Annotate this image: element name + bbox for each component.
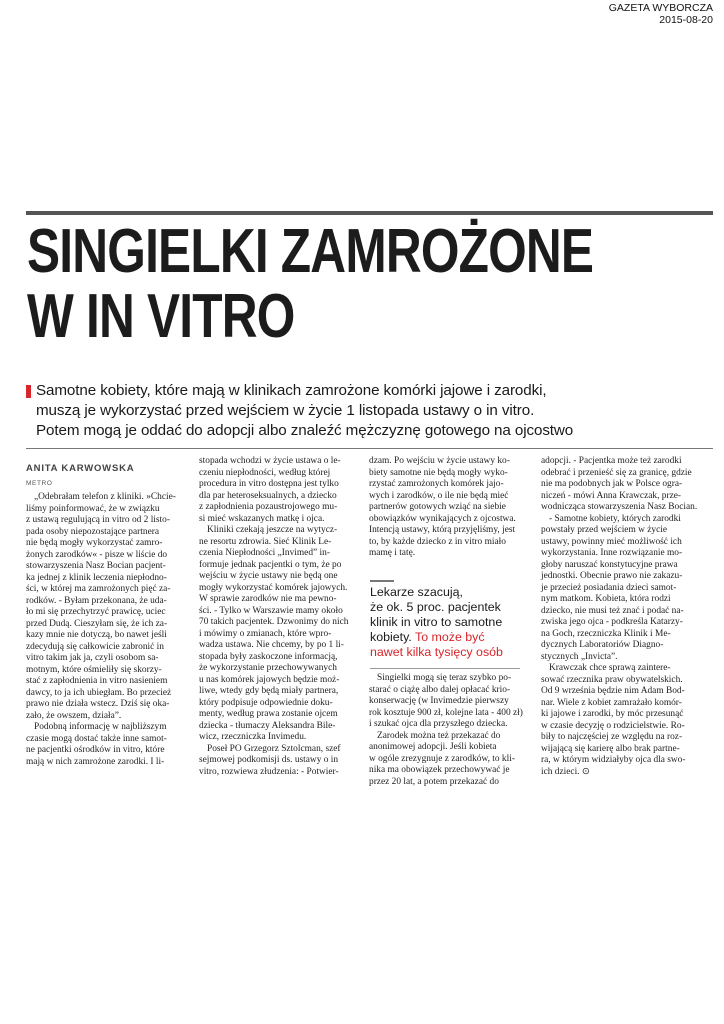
article-line: dzam. Po wejściu w życie ustawy ko-	[369, 456, 510, 466]
pullquote-highlight: To może być	[415, 630, 485, 644]
article-line: adopcji. - Pacjentka może też zarodki	[541, 456, 682, 466]
article-line: ne resortu zdrowia. Sieć Klinik Le-	[199, 536, 332, 547]
article-line: jednostki. Obecnie prawo nie zakazu-	[541, 571, 683, 581]
article-line: partnerów gotowych wziąć na siebie	[369, 502, 506, 512]
article-line: niczeń - mówi Anna Krawczak, prze-	[541, 490, 682, 501]
article-line: nie będą mogły wykorzystać zamro-	[26, 538, 163, 548]
source-stamp	[609, 2, 713, 26]
article-line: Singielki mogą się teraz szybko po-	[377, 673, 512, 683]
article-line: przed Dudą. Cieszyłam się, że ich za-	[26, 618, 168, 629]
pullquote-line: klinik in vitro to samotne	[370, 615, 503, 629]
article-line: zdecydują się całkowicie zabronić in	[26, 641, 164, 652]
article-line: ra, w którym widziałyby ojca dla swo-	[541, 755, 686, 765]
lead-line: Potem mogą je oddać do adopcji albo znaleźć mężczyznę gotowego na ojcostwo	[36, 422, 574, 439]
article-line: biety samotne nie będą mogły wyko-	[369, 467, 508, 478]
article-line: si mieć wskazanych matkę i ojca.	[199, 513, 325, 524]
headline-line-1: SINGIELKI ZAMROŻONE	[27, 217, 594, 286]
article-line: procedura in vitro dostępna jest tylko	[199, 479, 339, 489]
article-line: przez 20 lat, a potem przekazać do	[369, 776, 499, 787]
article-line: nika ma obowiązek przechowywać je	[369, 765, 510, 775]
top-rule	[26, 211, 713, 215]
article-line: powstały przed wejściem w życie	[541, 525, 667, 535]
article-line: głoby naruszać konstytucyjne prawa	[541, 559, 678, 570]
lead	[26, 381, 716, 441]
article-line: ki jajowe i zarodki, by móc przesunąć	[541, 709, 684, 719]
article-line: i mówimy o zmianach, które wpro-	[199, 628, 332, 639]
pullquote-highlight-line: nawet kilka tysięcy osób	[370, 645, 503, 659]
article-line: - Samotne kobiety, których zarodki	[549, 513, 681, 524]
lead-rule	[26, 448, 713, 449]
article-line: Krawczak chce sprawą zaintere-	[549, 663, 671, 673]
pullquote-mixed-line	[370, 630, 520, 645]
article-line: ka jednej z klinik leczenia niepłodno-	[26, 572, 167, 583]
article-line: u nas komórek jajowych będzie moż-	[199, 674, 340, 685]
article-line: kazy mnie nie dotyczą, bo nawet jeśli	[26, 630, 167, 640]
article-line: ści. - Tylko w Warszawie mamy około	[199, 605, 343, 616]
article-line: wykorzystania. Inne rozwiązanie mo-	[541, 548, 683, 558]
article-line: Zarodek można też przekazać do	[377, 730, 501, 741]
article-line: stać z zapłodnienia in vitro nasieniem	[26, 676, 168, 686]
article-line: W sprawie zarodków nie ma pewno-	[199, 594, 337, 604]
article-line: dycznych Laboratoriów Diagno-	[541, 640, 664, 650]
article-line: vitro, rozwiewa złudzenia: - Potwier-	[199, 766, 339, 777]
pullquote-bottom-rule	[370, 668, 520, 669]
author-outlet: METRO	[26, 480, 53, 487]
article-line: rodków. - Byłam przekonana, że uda-	[26, 595, 167, 606]
article-line: na Goch, rzeczniczka Klinik i Me-	[541, 628, 671, 639]
article-line: ści, w której ma zamrożonych pięć za-	[26, 584, 171, 594]
article-line: ustawy, powinny mieć możliwość ich	[541, 536, 682, 547]
pullquote-line: Lekarze szacują,	[370, 585, 463, 599]
pullquote-text: kobiety.	[370, 630, 412, 644]
article-line: obowiązków wynikających z ojcostwa.	[369, 513, 516, 524]
article-line: zwiska jego ojca - podkreśla Katarzy-	[541, 617, 683, 627]
article-line: biły to najczęściej ze względu na roz-	[541, 732, 683, 742]
article-line: wicz, rzeczniczka Invimedu.	[199, 732, 307, 742]
column-1	[26, 492, 176, 768]
article-line: nar. Wiele z kobiet zamrażało komór-	[541, 697, 682, 708]
article-line: liwe, wtedy gdy będą miały partnera,	[199, 686, 339, 696]
article-line: mamę i tatę.	[369, 548, 416, 558]
article-line: je przecież posiadania dzieci samot-	[541, 582, 677, 593]
column-2	[199, 456, 349, 778]
article-line: wodnicząca stowarzyszenia Nasz Bocian.	[541, 502, 698, 512]
article-line: ło mi się przechytrzyć prawicę, uciec	[26, 607, 166, 617]
article-line: z zapłodnienia pozaustrojowego mu-	[199, 502, 338, 512]
article-line: liśmy poinformować, że w związku	[26, 503, 160, 514]
lead-line: muszą je wykorzystać przed wejściem w życie 1 listopada ustawy o in vitro.	[36, 402, 535, 419]
article-line: Od 9 września będzie nim Adam Bod-	[541, 686, 685, 696]
article-line: „Odebrałam telefon z kliniki. »Chcie-	[34, 492, 176, 502]
article-line: mają w nich zamrożone zarodki. I li-	[26, 756, 165, 767]
article-line: dawcy, to ja ich ubiegłam. Bo przecież	[26, 687, 172, 698]
article-line: wych i zarodków, o ile nie będą mieć	[369, 490, 509, 501]
article-line: starać o ciążę albo dalej opłacać krio-	[369, 684, 511, 695]
article-line: dziecko, nie musi też znać i podać na-	[541, 605, 684, 616]
article-line: sejmowej podkomisji ds. ustawy o in	[199, 755, 339, 765]
article-line: w ogóle zrezygnuje z zarodków, to kli-	[369, 753, 515, 764]
article-line: odebrać i przenieść się za granicę, gdzie	[541, 467, 692, 478]
article-line: anonimowej adopcji. Jeśli kobieta	[369, 742, 497, 752]
article-line: z ustawą regulującą in vitro od 2 listo-	[26, 515, 170, 525]
article-line: Podobną informację w najbliższym	[34, 722, 167, 732]
article-line: Poseł PO Grzegorz Sztolcman, szef	[207, 743, 341, 754]
article-line: czasie mogą dostać także inne samot-	[26, 733, 167, 744]
article-line: stopada były zaskoczone informacją,	[199, 651, 338, 662]
article-line: formuje jednak pacjentki o tym, że po	[199, 559, 342, 570]
article-line: zało, że owszem, działa”.	[26, 710, 122, 721]
headline	[27, 217, 594, 351]
article-line: nie ma podobnych jak w Polsce ogra-	[541, 479, 683, 489]
article-line: sować rzecznika praw obywatelskich.	[541, 674, 683, 685]
article-line: żonych zarodków« - pisze w liście do	[26, 549, 168, 560]
article-line: rzystać zamrożonych komórek jajo-	[369, 479, 504, 489]
lead-marker-bar	[26, 385, 31, 398]
article-line: w czasie decyzję o rodzicielstwie. Ro-	[541, 720, 685, 731]
article-line: Kliniki czekają jeszcze na wytycz-	[207, 525, 338, 535]
article-line: Intencją ustawy, którą przyjęliśmy, jest	[369, 525, 516, 535]
article-line: stowarzyszenia Nasz Bocian pacjent-	[26, 561, 166, 571]
article-line: vitro takim jak ja, czyli osobom sa-	[26, 653, 159, 663]
source-name: GAZETA WYBORCZA	[608, 2, 713, 14]
article-line: który podpisuje odpowiednie doku-	[199, 697, 333, 708]
article-line: stycznych „Invicta”.	[541, 651, 618, 662]
article-line: rok kosztuje 900 zł, kolejne lata - 400 zł)	[369, 707, 523, 718]
article-line: stopada wchodzi w życie ustawa o le-	[199, 456, 341, 466]
article-line: czeniu niepłodności, według której	[199, 467, 331, 478]
article-line: wadza ustawa. Nie chcemy, by po 1 li-	[199, 640, 344, 650]
pullquote	[370, 585, 520, 660]
article-line: mogły wykorzystać komórek jajowych.	[199, 582, 348, 593]
column-3-top	[369, 456, 519, 560]
author-name: ANITA KARWOWSKA	[26, 463, 135, 474]
article-line: 70 takich pacjentek. Dzwonimy do nich	[199, 617, 349, 627]
article-line: pada osoby niepozostające partnera	[26, 526, 160, 537]
article-line: ich dzieci. ⊙	[541, 766, 590, 777]
article-line: prawo nie działa wstecz. Dziś się oka-	[26, 699, 170, 709]
article-line: dziecka - tłumaczy Aleksandra Bile-	[199, 720, 336, 731]
lead-line: Samotne kobiety, które mają w klinikach zamrożone komórki jajowe i zarodki,	[36, 382, 547, 399]
article-line: czenia Niepłodności „Invimed” in-	[199, 548, 330, 558]
article-line: to, by każde dziecko z in vitro miało	[369, 536, 506, 547]
article-line: wijającą się karierę albo brak partne-	[541, 743, 680, 754]
headline-line-2: W IN VITRO	[27, 282, 295, 351]
column-4	[541, 456, 697, 778]
article-line: wejściu w życie ustawy nie będą one	[199, 571, 338, 581]
article-line: że wykorzystanie przechowywanych	[199, 663, 337, 673]
lead-text	[36, 381, 716, 441]
article-line: ne pacjentki ośrodków in vitro, które	[26, 745, 165, 755]
article-line: dla par heteroseksualnych, a dziecko	[199, 490, 337, 501]
article-line: konserwację (w Invimedzie pierwszy	[369, 696, 509, 706]
pullquote-rule	[370, 580, 394, 582]
article-line: motnym, które ośmieliły się skorzy-	[26, 664, 162, 675]
pullquote-line: że ok. 5 proc. pacjentek	[370, 600, 501, 614]
article-line: i szukać ojca dla przyszłego dziecka.	[369, 719, 508, 729]
column-3-bottom	[369, 673, 523, 788]
source-date: 2015-08-20	[659, 14, 713, 26]
article-line: menty, według prawa zostanie ojcem	[199, 709, 338, 719]
article-line: nym matkom. Kobieta, która rodzi	[541, 594, 671, 604]
